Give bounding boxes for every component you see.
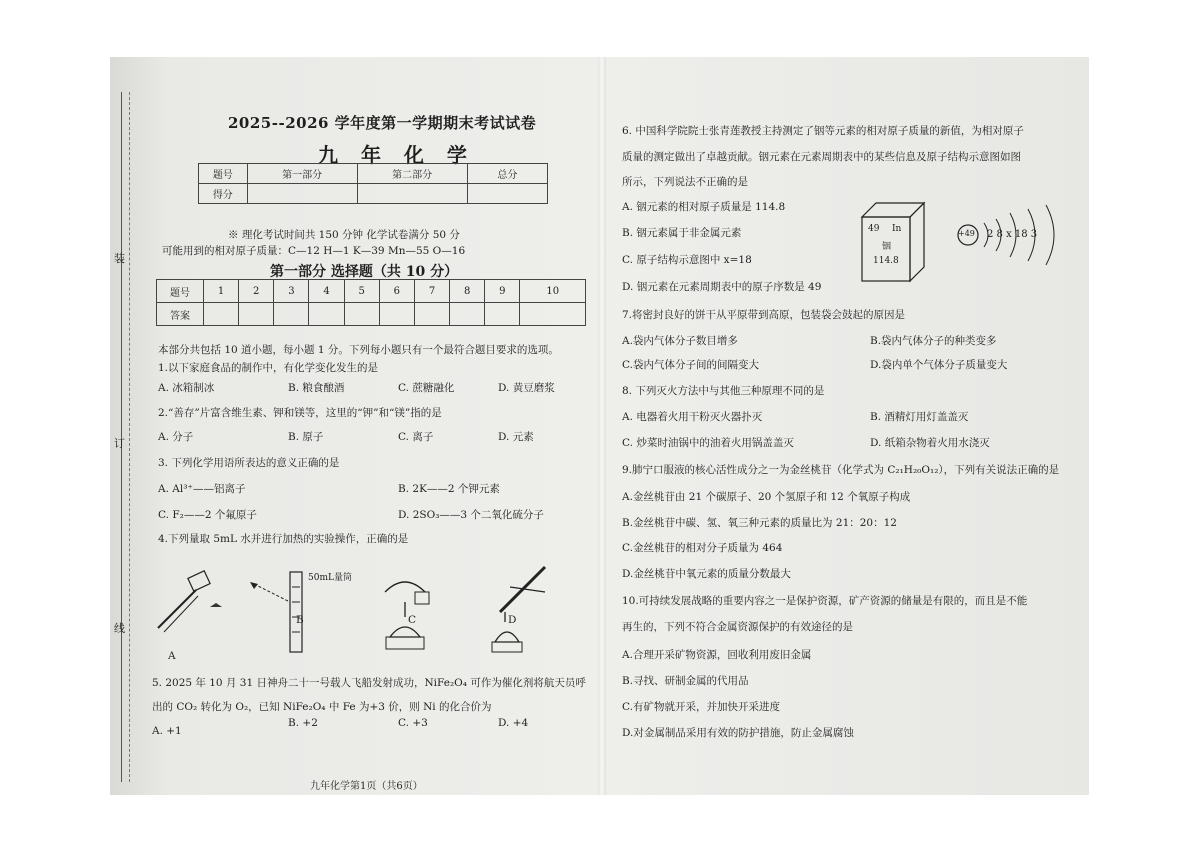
question-3-option-b[interactable]: B. 2K——2 个钾元素 (398, 483, 500, 495)
question-5-stem-2: 出的 CO₂ 转化为 O₂，已知 NiFe₂O₄ 中 Fe 为+3 价，则 Ni 的化合价为 (152, 701, 492, 713)
exam-time-note: ※ 理化考试时间共 150 分钟 化学试卷满分 50 分 (228, 229, 460, 241)
paper-fold (598, 57, 606, 795)
question-5-option-b[interactable]: B. +2 (288, 717, 318, 729)
score-table-cell: 第二部分 (357, 164, 467, 184)
question-1-option-c[interactable]: C. 蔗糖融化 (398, 382, 455, 394)
question-2-option-a[interactable]: A. 分子 (158, 431, 194, 443)
question-6-option-a[interactable]: A. 铟元素的相对原子质量是 114.8 (622, 201, 786, 213)
section-intro: 本部分共包括 10 道小题，每小题 1 分。下列每小题只有一个最符合题目要求的选项。 (158, 344, 559, 356)
question-4-option-c[interactable]: C (408, 614, 417, 626)
answer-cell[interactable] (344, 303, 379, 326)
atomic-masses-note: 可能用到的相对原子质量：C—12 H—1 K—39 Mn—55 O—16 (162, 245, 466, 257)
binding-line (129, 92, 130, 782)
question-2-option-d[interactable]: D. 元素 (498, 431, 534, 443)
figure-c-lamp-icon (385, 582, 429, 649)
question-4-option-a[interactable]: A (168, 650, 176, 662)
answer-row-label: 答案 (157, 303, 204, 326)
question-2-stem: 2.“善存”片富含维生素、钾和镁等，这里的“钾”和“镁”指的是 (158, 407, 442, 419)
element-mass: 114.8 (873, 256, 899, 266)
question-6-option-b[interactable]: B. 铟元素属于非金属元素 (622, 227, 742, 239)
question-4-stem: 4.下列量取 5mL 水并进行加热的实验操作，正确的是 (158, 533, 409, 545)
question-5-stem: 5. 2025 年 10 月 31 日神舟二十一号载人飞船发射成功，NiFe₂O₄ 可作为催化剂将航天员呼 (152, 677, 586, 689)
question-9-stem: 9.肺宁口服液的核心活性成分之一为金丝桃苷（化学式为 C₂₁H₂₀O₁₂），下列有关说法正确的是 (622, 464, 1060, 476)
score-input-cell[interactable] (357, 184, 467, 204)
margin-label-zhuang: 装 (114, 252, 125, 265)
question-3-option-c[interactable]: C. F₂——2 个氟原子 (158, 509, 257, 521)
question-2-option-b[interactable]: B. 原子 (288, 431, 324, 443)
question-8-option-c[interactable]: C. 炒菜时油锅中的油着火用锅盖盖灭 (622, 437, 794, 449)
question-6-stem-2: 质量的测定做出了卓越贡献。铟元素在元素周期表中的某些信息及原子结构示意图如图 (622, 151, 1021, 163)
question-7-option-b[interactable]: B.袋内气体分子的种类变多 (870, 335, 997, 347)
question-8-option-d[interactable]: D. 纸箱杂物着火用水浇灭 (870, 437, 990, 449)
answer-cell[interactable] (520, 303, 586, 326)
answer-table-header: 2 (239, 280, 274, 303)
question-1-stem: 1.以下家庭食品的制作中，有化学变化发生的是 (158, 362, 379, 374)
answer-cell[interactable] (274, 303, 309, 326)
question-1-option-b[interactable]: B. 粮食酿酒 (288, 382, 345, 394)
question-5-option-d[interactable]: D. +4 (498, 717, 529, 729)
nucleus-charge: +49 (958, 229, 975, 238)
answer-cell[interactable] (485, 303, 520, 326)
score-table (198, 163, 548, 204)
exam-paper (110, 57, 1089, 795)
question-10-option-d[interactable]: D.对金属制品采用有效的防护措施，防止金属腐蚀 (622, 727, 854, 739)
score-input-cell[interactable] (247, 184, 357, 204)
exam-title: 2025--2026 学年度第一学期期末考试试卷 (228, 114, 537, 132)
question-1-option-a[interactable]: A. 冰箱制冰 (158, 382, 215, 394)
cylinder-label: 50mL量筒 (308, 573, 352, 583)
section-title: 第一部分 选择题（共 10 分） (270, 264, 459, 280)
question-9-option-c[interactable]: C.金丝桃苷的相对分子质量为 464 (622, 542, 783, 554)
subject-title: 九 年 化 学 (318, 143, 475, 167)
answer-table (156, 279, 586, 326)
answer-table-header: 7 (414, 280, 449, 303)
answer-table-header: 3 (274, 280, 309, 303)
score-table-cell: 题号 (199, 164, 248, 184)
page-footer: 九年化学第1页（共6页） (310, 781, 423, 792)
question-5-option-c[interactable]: C. +3 (398, 717, 428, 729)
question-3-option-d[interactable]: D. 2SO₃——3 个二氧化硫分子 (398, 509, 544, 521)
element-cube-icon (862, 203, 924, 281)
answer-cell[interactable] (239, 303, 274, 326)
score-table-cell: 第一部分 (247, 164, 357, 184)
question-4-option-d[interactable]: D (508, 614, 517, 626)
element-atomic-number: 49 (868, 224, 880, 234)
question-8-option-b[interactable]: B. 酒精灯用灯盖盖灭 (870, 411, 969, 423)
question-10-stem-2: 再生的，下列不符合金属资源保护的有效途径的是 (622, 621, 853, 633)
question-8-option-a[interactable]: A. 电器着火用干粉灭火器扑灭 (622, 411, 763, 423)
answer-table-header: 8 (450, 280, 485, 303)
question-10-stem: 10.可持续发展战略的重要内容之一是保护资源，矿产资源的储量是有限的，而且是不能 (622, 595, 1028, 607)
question-4-figures (150, 552, 570, 667)
answer-table-header: 题号 (157, 280, 204, 303)
question-4-option-b[interactable]: B (296, 614, 304, 626)
question-6-option-d[interactable]: D. 铟元素在元素周期表中的原子序数是 49 (622, 281, 822, 293)
question-3-option-a[interactable]: A. Al³⁺——铝离子 (158, 483, 246, 495)
question-6-stem-3: 所示，下列说法不正确的是 (622, 176, 748, 188)
answer-cell[interactable] (204, 303, 239, 326)
answer-table-header: 6 (379, 280, 414, 303)
answer-table-header: 9 (485, 280, 520, 303)
score-table-cell: 得分 (199, 184, 248, 204)
answer-table-header: 10 (520, 280, 586, 303)
question-9-option-d[interactable]: D.金丝桃苷中氧元素的质量分数最大 (622, 568, 791, 580)
figure-d-heating-icon (492, 567, 545, 652)
answer-cell[interactable] (414, 303, 449, 326)
question-10-option-b[interactable]: B.寻找、研制金属的代用品 (622, 675, 749, 687)
question-7-option-d[interactable]: D.袋内单个气体分子质量变大 (870, 359, 1008, 371)
question-6-stem: 6. 中国科学院院士张青莲教授主持测定了铟等元素的相对原子质量的新值，为相对原子 (622, 125, 1024, 137)
question-7-stem: 7.将密封良好的饼干从平原带到高原，包装袋会鼓起的原因是 (622, 309, 906, 321)
answer-cell[interactable] (450, 303, 485, 326)
score-input-cell[interactable] (467, 184, 547, 204)
margin-label-ding: 订 (114, 437, 125, 450)
electron-shells: 2 8 x 18 3 (987, 229, 1038, 240)
answer-table-header: 5 (344, 280, 379, 303)
answer-cell[interactable] (379, 303, 414, 326)
question-10-option-c[interactable]: C.有矿物就开采，并加快开采进度 (622, 701, 780, 713)
question-3-stem: 3. 下列化学用语所表达的意义正确的是 (158, 457, 340, 469)
question-9-option-b[interactable]: B.金丝桃苷中碳、氢、氧三种元素的质量比为 21：20：12 (622, 517, 897, 529)
element-symbol: In (892, 224, 902, 234)
answer-table-header: 1 (204, 280, 239, 303)
question-8-stem: 8. 下列灭火方法中与其他三种原理不同的是 (622, 385, 825, 397)
margin-label-xian: 线 (114, 622, 125, 635)
score-table-cell: 总分 (467, 164, 547, 184)
question-7-option-c[interactable]: C.袋内气体分子间的间隔变大 (622, 359, 759, 371)
question-7-option-a[interactable]: A.袋内气体分子数目增多 (622, 335, 738, 347)
figure-b-cylinder-icon (250, 572, 302, 652)
element-name: 铟 (882, 242, 892, 252)
question-1-option-d[interactable]: D. 黄豆磨浆 (498, 382, 555, 394)
question-6-option-c[interactable]: C. 原子结构示意图中 x=18 (622, 254, 752, 266)
figure-a-pouring-icon (158, 571, 222, 632)
answer-cell[interactable] (309, 303, 344, 326)
question-2-option-c[interactable]: C. 离子 (398, 431, 434, 443)
answer-table-header: 4 (309, 280, 344, 303)
question-9-option-a[interactable]: A.金丝桃苷由 21 个碳原子、20 个氢原子和 12 个氧原子构成 (622, 491, 911, 503)
question-10-option-a[interactable]: A.合理开采矿物资源，回收利用废旧金属 (622, 649, 812, 661)
question-5-option-a[interactable]: A. +1 (152, 725, 182, 737)
